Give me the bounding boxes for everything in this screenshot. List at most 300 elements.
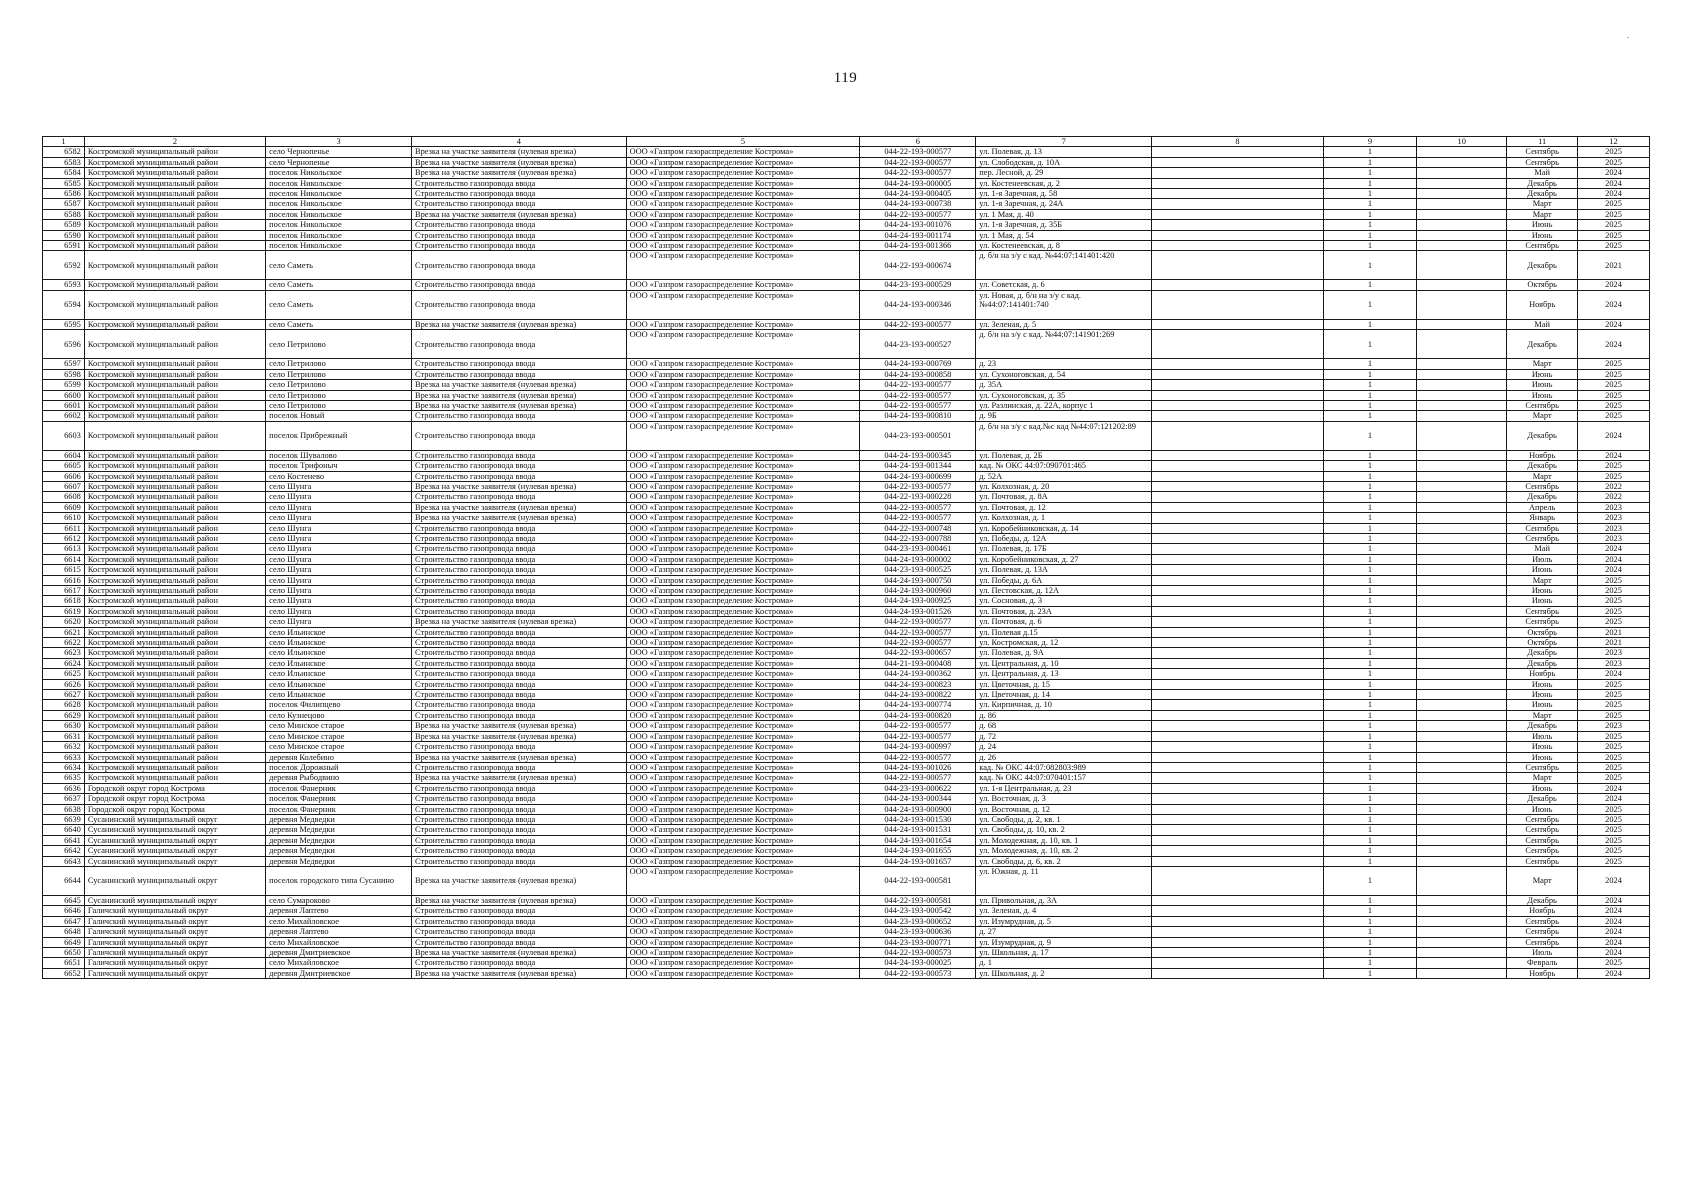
column-8-cell bbox=[1152, 575, 1324, 585]
organization-cell: ООО «Газпром газораспределение Кострома» bbox=[626, 606, 860, 616]
document-number-cell: 044-22-193-000577 bbox=[860, 721, 976, 731]
settlement-cell: село Чернопенье bbox=[266, 147, 412, 157]
quantity-cell: 1 bbox=[1323, 700, 1416, 710]
document-number-cell: 044-22-193-000577 bbox=[860, 147, 976, 157]
column-8-cell bbox=[1152, 606, 1324, 616]
settlement-cell: деревня Рыбодвино bbox=[266, 773, 412, 783]
organization-cell: ООО «Газпром газораспределение Кострома» bbox=[626, 742, 860, 752]
column-8-cell bbox=[1152, 927, 1324, 937]
settlement-cell: село Ильинское bbox=[266, 638, 412, 648]
work-type-cell: Строительство газопровода ввода bbox=[412, 220, 627, 230]
municipality-cell: Костромской муниципальный район bbox=[84, 742, 265, 752]
column-10-cell bbox=[1417, 390, 1507, 400]
year-cell: 2025 bbox=[1578, 220, 1650, 230]
quantity-cell: 1 bbox=[1323, 773, 1416, 783]
settlement-cell: село Саметь bbox=[266, 319, 412, 329]
address-cell: ул. Цветочная, д. 14 bbox=[976, 690, 1152, 700]
year-cell: 2025 bbox=[1578, 958, 1650, 968]
column-8-cell bbox=[1152, 168, 1324, 178]
year-cell: 2024 bbox=[1578, 927, 1650, 937]
municipality-cell: Галичский муниципальный округ bbox=[84, 937, 265, 947]
municipality-cell: Костромской муниципальный район bbox=[84, 319, 265, 329]
address-cell: ул. Полевая д.15 bbox=[976, 627, 1152, 637]
work-type-cell: Строительство газопровода ввода bbox=[412, 627, 627, 637]
work-type-cell: Строительство газопровода ввода bbox=[412, 658, 627, 668]
month-cell: Июнь bbox=[1507, 390, 1578, 400]
municipality-cell: Костромской муниципальный район bbox=[84, 461, 265, 471]
address-cell: ул. Почтовая, д. 8А bbox=[976, 492, 1152, 502]
year-cell: 2024 bbox=[1578, 421, 1650, 450]
address-cell: кад. № ОКС 44:07:082803:989 bbox=[976, 762, 1152, 772]
table-row bbox=[43, 450, 1650, 460]
organization-cell: ООО «Газпром газораспределение Кострома» bbox=[626, 523, 860, 533]
month-cell: Сентябрь bbox=[1507, 846, 1578, 856]
work-type-cell: Строительство газопровода ввода bbox=[412, 916, 627, 926]
address-cell: д. 35А bbox=[976, 380, 1152, 390]
work-type-cell: Строительство газопровода ввода bbox=[412, 359, 627, 369]
row-number-cell: 6594 bbox=[43, 290, 85, 319]
settlement-cell: поселок Трифоныч bbox=[266, 461, 412, 471]
column-10-cell bbox=[1417, 523, 1507, 533]
table-row bbox=[43, 958, 1650, 968]
year-cell: 2025 bbox=[1578, 742, 1650, 752]
column-8-cell bbox=[1152, 502, 1324, 512]
year-cell: 2025 bbox=[1578, 617, 1650, 627]
column-8-cell bbox=[1152, 835, 1324, 845]
table-row bbox=[43, 230, 1650, 240]
document-number-cell: 044-23-193-000771 bbox=[860, 937, 976, 947]
table-row bbox=[43, 565, 1650, 575]
column-header-4: 4 bbox=[412, 137, 627, 147]
document-number-cell: 044-24-193-000858 bbox=[860, 369, 976, 379]
settlement-cell: село Михайловское bbox=[266, 916, 412, 926]
month-cell: Июнь bbox=[1507, 690, 1578, 700]
quantity-cell: 1 bbox=[1323, 411, 1416, 421]
year-cell: 2023 bbox=[1578, 523, 1650, 533]
column-8-cell bbox=[1152, 178, 1324, 188]
quantity-cell: 1 bbox=[1323, 421, 1416, 450]
row-number-cell: 6618 bbox=[43, 596, 85, 606]
month-cell: Июль bbox=[1507, 948, 1578, 958]
table-row bbox=[43, 856, 1650, 866]
table-row bbox=[43, 147, 1650, 157]
row-number-cell: 6632 bbox=[43, 742, 85, 752]
address-cell: ул. Свободы, д. 6, кв. 2 bbox=[976, 856, 1152, 866]
work-type-cell: Строительство газопровода ввода bbox=[412, 523, 627, 533]
settlement-cell: поселок Никольское bbox=[266, 189, 412, 199]
address-cell: ул. Костенеевская, д. 8 bbox=[976, 241, 1152, 251]
address-cell: ул. 1-я Заречная, д. 35Б bbox=[976, 220, 1152, 230]
year-cell: 2024 bbox=[1578, 178, 1650, 188]
work-type-cell: Врезка на участке заявителя (нулевая врезка) bbox=[412, 168, 627, 178]
row-number-cell: 6620 bbox=[43, 617, 85, 627]
municipality-cell: Костромской муниципальный район bbox=[84, 586, 265, 596]
settlement-cell: село Ильинское bbox=[266, 627, 412, 637]
column-10-cell bbox=[1417, 168, 1507, 178]
column-8-cell bbox=[1152, 968, 1324, 978]
organization-cell: ООО «Газпром газораспределение Кострома» bbox=[626, 700, 860, 710]
column-10-cell bbox=[1417, 690, 1507, 700]
document-number-cell: 044-24-193-000769 bbox=[860, 359, 976, 369]
column-8-cell bbox=[1152, 523, 1324, 533]
table-row bbox=[43, 895, 1650, 905]
column-8-cell bbox=[1152, 471, 1324, 481]
year-cell: 2025 bbox=[1578, 856, 1650, 866]
column-header-5: 5 bbox=[626, 137, 860, 147]
organization-cell: ООО «Газпром газораспределение Кострома» bbox=[626, 638, 860, 648]
table-row bbox=[43, 669, 1650, 679]
column-10-cell bbox=[1417, 421, 1507, 450]
quantity-cell: 1 bbox=[1323, 230, 1416, 240]
document-number-cell: 044-22-193-000581 bbox=[860, 866, 976, 895]
row-number-cell: 6614 bbox=[43, 554, 85, 564]
table-row bbox=[43, 209, 1650, 219]
column-header-12: 12 bbox=[1578, 137, 1650, 147]
year-cell: 2021 bbox=[1578, 638, 1650, 648]
address-cell: ул. Костромская, д. 12 bbox=[976, 638, 1152, 648]
row-number-cell: 6635 bbox=[43, 773, 85, 783]
year-cell: 2025 bbox=[1578, 825, 1650, 835]
column-10-cell bbox=[1417, 330, 1507, 359]
table-body bbox=[43, 137, 1650, 979]
quantity-cell: 1 bbox=[1323, 783, 1416, 793]
settlement-cell: село Петрилово bbox=[266, 359, 412, 369]
organization-cell: ООО «Газпром газораспределение Кострома» bbox=[626, 461, 860, 471]
quantity-cell: 1 bbox=[1323, 178, 1416, 188]
document-number-cell: 044-24-193-000738 bbox=[860, 199, 976, 209]
quantity-cell: 1 bbox=[1323, 390, 1416, 400]
column-10-cell bbox=[1417, 958, 1507, 968]
municipality-cell: Костромской муниципальный район bbox=[84, 679, 265, 689]
settlement-cell: село Петрилово bbox=[266, 369, 412, 379]
header-row bbox=[43, 137, 1650, 147]
row-number-cell: 6603 bbox=[43, 421, 85, 450]
year-cell: 2025 bbox=[1578, 700, 1650, 710]
organization-cell: ООО «Газпром газораспределение Кострома» bbox=[626, 648, 860, 658]
document-number-cell: 044-22-193-000577 bbox=[860, 157, 976, 167]
column-10-cell bbox=[1417, 157, 1507, 167]
row-number-cell: 6590 bbox=[43, 230, 85, 240]
column-10-cell bbox=[1417, 617, 1507, 627]
year-cell: 2025 bbox=[1578, 461, 1650, 471]
municipality-cell: Костромской муниципальный район bbox=[84, 369, 265, 379]
quantity-cell: 1 bbox=[1323, 648, 1416, 658]
document-number-cell: 044-22-193-000577 bbox=[860, 773, 976, 783]
column-10-cell bbox=[1417, 380, 1507, 390]
quantity-cell: 1 bbox=[1323, 721, 1416, 731]
address-cell: ул. Свободы, д. 2, кв. 1 bbox=[976, 814, 1152, 824]
column-8-cell bbox=[1152, 481, 1324, 491]
address-cell: ул. Советская, д. 6 bbox=[976, 280, 1152, 290]
quantity-cell: 1 bbox=[1323, 168, 1416, 178]
municipality-cell: Костромской муниципальный район bbox=[84, 502, 265, 512]
address-cell: ул. Привольная, д. 3А bbox=[976, 895, 1152, 905]
month-cell: Сентябрь bbox=[1507, 927, 1578, 937]
row-number-cell: 6591 bbox=[43, 241, 85, 251]
month-cell: Июнь bbox=[1507, 742, 1578, 752]
work-type-cell: Строительство газопровода ввода bbox=[412, 492, 627, 502]
document-number-cell: 044-22-193-000657 bbox=[860, 648, 976, 658]
column-header-9: 9 bbox=[1323, 137, 1416, 147]
month-cell: Сентябрь bbox=[1507, 825, 1578, 835]
organization-cell: ООО «Газпром газораспределение Кострома» bbox=[626, 411, 860, 421]
organization-cell: ООО «Газпром газораспределение Кострома» bbox=[626, 948, 860, 958]
year-cell: 2025 bbox=[1578, 380, 1650, 390]
column-8-cell bbox=[1152, 658, 1324, 668]
year-cell: 2025 bbox=[1578, 369, 1650, 379]
settlement-cell: село Саметь bbox=[266, 251, 412, 280]
column-8-cell bbox=[1152, 390, 1324, 400]
settlement-cell: поселок Прибрежный bbox=[266, 421, 412, 450]
settlement-cell: село Михайловское bbox=[266, 958, 412, 968]
document-number-cell: 044-22-193-000577 bbox=[860, 380, 976, 390]
settlement-cell: деревня Медведки bbox=[266, 814, 412, 824]
quantity-cell: 1 bbox=[1323, 330, 1416, 359]
month-cell: Декабрь bbox=[1507, 421, 1578, 450]
organization-cell: ООО «Газпром газораспределение Кострома» bbox=[626, 627, 860, 637]
year-cell: 2025 bbox=[1578, 400, 1650, 410]
document-number-cell: 044-23-193-000527 bbox=[860, 330, 976, 359]
address-cell: д. 86 bbox=[976, 710, 1152, 720]
month-cell: Декабрь bbox=[1507, 895, 1578, 905]
table-row bbox=[43, 241, 1650, 251]
work-type-cell: Врезка на участке заявителя (нулевая врезка) bbox=[412, 513, 627, 523]
quantity-cell: 1 bbox=[1323, 762, 1416, 772]
organization-cell: ООО «Газпром газораспределение Кострома» bbox=[626, 290, 860, 319]
column-8-cell bbox=[1152, 916, 1324, 926]
work-type-cell: Строительство газопровода ввода bbox=[412, 648, 627, 658]
organization-cell: ООО «Газпром газораспределение Кострома» bbox=[626, 927, 860, 937]
organization-cell: ООО «Газпром газораспределение Кострома» bbox=[626, 168, 860, 178]
settlement-cell: село Шунга bbox=[266, 492, 412, 502]
column-10-cell bbox=[1417, 209, 1507, 219]
table-row bbox=[43, 617, 1650, 627]
table-row bbox=[43, 554, 1650, 564]
organization-cell: ООО «Газпром газораспределение Кострома» bbox=[626, 937, 860, 947]
row-number-cell: 6608 bbox=[43, 492, 85, 502]
row-number-cell: 6583 bbox=[43, 157, 85, 167]
document-number-cell: 044-22-193-000577 bbox=[860, 481, 976, 491]
quantity-cell: 1 bbox=[1323, 369, 1416, 379]
month-cell: Сентябрь bbox=[1507, 147, 1578, 157]
month-cell: Сентябрь bbox=[1507, 937, 1578, 947]
month-cell: Июль bbox=[1507, 731, 1578, 741]
quantity-cell: 1 bbox=[1323, 575, 1416, 585]
document-number-cell: 044-24-193-000810 bbox=[860, 411, 976, 421]
municipality-cell: Галичский муниципальный округ bbox=[84, 906, 265, 916]
column-8-cell bbox=[1152, 189, 1324, 199]
document-number-cell: 044-24-193-000025 bbox=[860, 958, 976, 968]
column-10-cell bbox=[1417, 554, 1507, 564]
organization-cell: ООО «Газпром газораспределение Кострома» bbox=[626, 731, 860, 741]
column-10-cell bbox=[1417, 359, 1507, 369]
column-8-cell bbox=[1152, 617, 1324, 627]
table-row bbox=[43, 606, 1650, 616]
month-cell: Март bbox=[1507, 359, 1578, 369]
column-10-cell bbox=[1417, 369, 1507, 379]
column-10-cell bbox=[1417, 199, 1507, 209]
municipality-cell: Сусанинский муниципальный округ bbox=[84, 866, 265, 895]
municipality-cell: Костромской муниципальный район bbox=[84, 492, 265, 502]
month-cell: Май bbox=[1507, 544, 1578, 554]
column-8-cell bbox=[1152, 513, 1324, 523]
quantity-cell: 1 bbox=[1323, 400, 1416, 410]
document-number-cell: 044-24-193-000997 bbox=[860, 742, 976, 752]
municipality-cell: Костромской муниципальный район bbox=[84, 189, 265, 199]
column-10-cell bbox=[1417, 575, 1507, 585]
document-number-cell: 044-24-193-001366 bbox=[860, 241, 976, 251]
work-type-cell: Строительство газопровода ввода bbox=[412, 742, 627, 752]
settlement-cell: село Ильинское bbox=[266, 679, 412, 689]
organization-cell: ООО «Газпром газораспределение Кострома» bbox=[626, 421, 860, 450]
organization-cell: ООО «Газпром газораспределение Кострома» bbox=[626, 669, 860, 679]
year-cell: 2024 bbox=[1578, 906, 1650, 916]
page-number: 119 bbox=[833, 70, 858, 86]
work-type-cell: Врезка на участке заявителя (нулевая врезка) bbox=[412, 721, 627, 731]
document-number-cell: 044-24-193-001344 bbox=[860, 461, 976, 471]
settlement-cell: село Ильинское bbox=[266, 648, 412, 658]
address-cell: д. 26 bbox=[976, 752, 1152, 762]
settlement-cell: поселок Никольское bbox=[266, 230, 412, 240]
quantity-cell: 1 bbox=[1323, 825, 1416, 835]
quantity-cell: 1 bbox=[1323, 638, 1416, 648]
settlement-cell: поселок Дорожный bbox=[266, 762, 412, 772]
month-cell: Сентябрь bbox=[1507, 606, 1578, 616]
work-type-cell: Строительство газопровода ввода bbox=[412, 411, 627, 421]
municipality-cell: Костромской муниципальный район bbox=[84, 280, 265, 290]
year-cell: 2024 bbox=[1578, 290, 1650, 319]
address-cell: ул. Школьная, д. 2 bbox=[976, 968, 1152, 978]
column-10-cell bbox=[1417, 400, 1507, 410]
month-cell: Июнь bbox=[1507, 679, 1578, 689]
municipality-cell: Галичский муниципальный округ bbox=[84, 968, 265, 978]
work-type-cell: Строительство газопровода ввода bbox=[412, 369, 627, 379]
table-row bbox=[43, 700, 1650, 710]
address-cell: ул. Сосновая, д. 3 bbox=[976, 596, 1152, 606]
work-type-cell: Врезка на участке заявителя (нулевая врезка) bbox=[412, 390, 627, 400]
settlement-cell: село Кузнецово bbox=[266, 710, 412, 720]
organization-cell: ООО «Газпром газораспределение Кострома» bbox=[626, 533, 860, 543]
municipality-cell: Костромской муниципальный район bbox=[84, 658, 265, 668]
work-type-cell: Врезка на участке заявителя (нулевая врезка) bbox=[412, 400, 627, 410]
document-number-cell: 044-24-193-000960 bbox=[860, 586, 976, 596]
year-cell: 2025 bbox=[1578, 762, 1650, 772]
work-type-cell: Строительство газопровода ввода bbox=[412, 927, 627, 937]
table-row bbox=[43, 794, 1650, 804]
settlement-cell: село Ильинское bbox=[266, 658, 412, 668]
address-cell: ул. Молодежная, д. 10, кв. 2 bbox=[976, 846, 1152, 856]
address-cell: д. б/н на з/у с кад. №44:07:141401:420 bbox=[976, 251, 1152, 280]
settlement-cell: поселок Никольское bbox=[266, 199, 412, 209]
settlement-cell: село Шунга bbox=[266, 554, 412, 564]
year-cell: 2024 bbox=[1578, 669, 1650, 679]
quantity-cell: 1 bbox=[1323, 220, 1416, 230]
row-number-cell: 6611 bbox=[43, 523, 85, 533]
table-row bbox=[43, 359, 1650, 369]
month-cell: Май bbox=[1507, 319, 1578, 329]
month-cell: Декабрь bbox=[1507, 330, 1578, 359]
column-8-cell bbox=[1152, 669, 1324, 679]
table-row bbox=[43, 638, 1650, 648]
document-number-cell: 044-22-193-000581 bbox=[860, 895, 976, 905]
year-cell: 2025 bbox=[1578, 157, 1650, 167]
column-8-cell bbox=[1152, 421, 1324, 450]
document-number-cell: 044-23-193-000525 bbox=[860, 565, 976, 575]
address-cell: ул. Колхозная, д. 20 bbox=[976, 481, 1152, 491]
year-cell: 2021 bbox=[1578, 627, 1650, 637]
year-cell: 2025 bbox=[1578, 359, 1650, 369]
month-cell: Декабрь bbox=[1507, 189, 1578, 199]
quantity-cell: 1 bbox=[1323, 554, 1416, 564]
month-cell: Апрель bbox=[1507, 502, 1578, 512]
quantity-cell: 1 bbox=[1323, 157, 1416, 167]
table-row bbox=[43, 814, 1650, 824]
table-row bbox=[43, 937, 1650, 947]
column-10-cell bbox=[1417, 916, 1507, 926]
row-number-cell: 6633 bbox=[43, 752, 85, 762]
document-number-cell: 044-23-193-000652 bbox=[860, 916, 976, 926]
settlement-cell: село Шунга bbox=[266, 544, 412, 554]
settlement-cell: деревня Лаптево bbox=[266, 906, 412, 916]
table-row bbox=[43, 400, 1650, 410]
document-number-cell: 044-23-193-000501 bbox=[860, 421, 976, 450]
table-row bbox=[43, 627, 1650, 637]
work-type-cell: Врезка на участке заявителя (нулевая врезка) bbox=[412, 617, 627, 627]
settlement-cell: поселок Филипцево bbox=[266, 700, 412, 710]
column-8-cell bbox=[1152, 627, 1324, 637]
work-type-cell: Строительство газопровода ввода bbox=[412, 330, 627, 359]
month-cell: Июнь bbox=[1507, 230, 1578, 240]
document-number-cell: 044-22-193-000228 bbox=[860, 492, 976, 502]
row-number-cell: 6638 bbox=[43, 804, 85, 814]
column-10-cell bbox=[1417, 762, 1507, 772]
column-8-cell bbox=[1152, 596, 1324, 606]
work-type-cell: Строительство газопровода ввода bbox=[412, 958, 627, 968]
row-number-cell: 6634 bbox=[43, 762, 85, 772]
document-number-cell: 044-24-193-000823 bbox=[860, 679, 976, 689]
organization-cell: ООО «Газпром газораспределение Кострома» bbox=[626, 968, 860, 978]
organization-cell: ООО «Газпром газораспределение Кострома» bbox=[626, 199, 860, 209]
municipality-cell: Костромской муниципальный район bbox=[84, 638, 265, 648]
year-cell: 2024 bbox=[1578, 280, 1650, 290]
table-row bbox=[43, 927, 1650, 937]
table-row bbox=[43, 825, 1650, 835]
work-type-cell: Строительство газопровода ввода bbox=[412, 421, 627, 450]
settlement-cell: село Минское старое bbox=[266, 721, 412, 731]
column-10-cell bbox=[1417, 230, 1507, 240]
column-8-cell bbox=[1152, 241, 1324, 251]
table-row bbox=[43, 481, 1650, 491]
municipality-cell: Костромской муниципальный район bbox=[84, 544, 265, 554]
settlement-cell: село Шунга bbox=[266, 513, 412, 523]
organization-cell: ООО «Газпром газораспределение Кострома» bbox=[626, 783, 860, 793]
row-number-cell: 6622 bbox=[43, 638, 85, 648]
address-cell: ул. Полевая, д. 13А bbox=[976, 565, 1152, 575]
year-cell: 2024 bbox=[1578, 895, 1650, 905]
municipality-cell: Костромской муниципальный район bbox=[84, 178, 265, 188]
quantity-cell: 1 bbox=[1323, 916, 1416, 926]
municipality-cell: Костромской муниципальный район bbox=[84, 411, 265, 421]
address-cell: ул. Школьная, д. 17 bbox=[976, 948, 1152, 958]
month-cell: Сентябрь bbox=[1507, 916, 1578, 926]
month-cell: Сентябрь bbox=[1507, 481, 1578, 491]
settlement-cell: село Петрилово bbox=[266, 380, 412, 390]
table-row bbox=[43, 533, 1650, 543]
settlement-cell: поселок городского типа Сусанино bbox=[266, 866, 412, 895]
quantity-cell: 1 bbox=[1323, 481, 1416, 491]
work-type-cell: Врезка на участке заявителя (нулевая врезка) bbox=[412, 895, 627, 905]
work-type-cell: Строительство газопровода ввода bbox=[412, 533, 627, 543]
